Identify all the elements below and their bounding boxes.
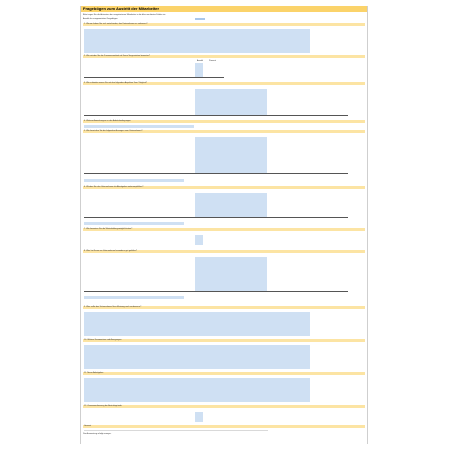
section-12-inputs[interactable] <box>195 412 203 422</box>
section-header-1: 1. Warum haben Sie sich entschieden, das Unternehmen zu verlassen? <box>83 23 365 26</box>
footer-note: Die Auswertung erfolgt anonym. <box>83 433 112 435</box>
summary-header: Gesamt <box>83 425 365 428</box>
answer-area-5[interactable] <box>84 179 184 182</box>
answer-area-11[interactable] <box>84 378 310 402</box>
count-label: Anzahl der ausgewerteten Fragebögen <box>83 18 118 20</box>
intro-text: Bitte tragen Sie die Antworten der ausgetretenen Mitarbeiter in die blau markierten Felder ein. <box>83 14 166 16</box>
answer-area-10[interactable] <box>84 345 310 369</box>
answer-area-1[interactable] <box>84 29 310 53</box>
section-header-6: 6. Würden Sie das Unternehmen als Arbeitgeber weiterempfehlen? <box>83 186 365 189</box>
table-header-percent: Prozent <box>209 60 216 62</box>
section-header-8: 8. Was hat Ihnen am Unternehmen besonders gut gefallen? <box>83 250 365 253</box>
answer-area-9[interactable] <box>84 312 310 336</box>
answer-area-4[interactable] <box>84 125 194 128</box>
section-header-9: 9. Was sollte das Unternehmen Ihrer Meinung nach verbessern? <box>83 306 365 309</box>
section-header-5: 5. Wie beurteilen Sie die folgenden Aussagen zum Unternehmen? <box>83 130 365 133</box>
summary-divider <box>84 430 268 431</box>
divider <box>84 115 348 116</box>
count-input[interactable] <box>195 18 205 20</box>
section-2-inputs[interactable] <box>195 63 203 77</box>
page-title: Fragebögen zum Austritt der Mitarbeiter <box>81 6 367 12</box>
section-header-4: 4. Weitere Anmerkungen zu den Arbeitsbedingungen <box>83 120 365 123</box>
section-header-2: 2. Wie würden Sie die Zusammenarbeit mit Ihrem Vorgesetzten bewerten? <box>83 55 365 58</box>
section-6-grid[interactable] <box>195 193 267 217</box>
divider <box>84 217 348 218</box>
section-7-inputs[interactable] <box>195 235 203 245</box>
worksheet <box>80 6 368 444</box>
answer-area-6[interactable] <box>84 222 184 225</box>
answer-area-8[interactable] <box>84 296 184 299</box>
table-header-count: Anzahl <box>197 60 204 62</box>
section-header-11: 11. Neuer Arbeitgeber <box>83 372 365 375</box>
section-header-3: 3. Wie zufrieden waren Sie mit den folgenden Aspekten Ihrer Tätigkeit? <box>83 82 365 85</box>
divider <box>84 173 348 174</box>
section-3-grid[interactable] <box>195 89 267 115</box>
section-8-grid[interactable] <box>195 257 267 291</box>
section-5-grid[interactable] <box>195 137 267 173</box>
section-header-7: 7. Wie bewerten Sie die Weiterbildungsmöglichkeiten? <box>83 228 365 231</box>
divider <box>84 291 348 292</box>
section-header-12: 12. Zusammenfassung der Austrittsgründe <box>83 405 365 408</box>
section-header-10: 10. Weitere Kommentare und Anregungen <box>83 339 365 342</box>
divider <box>84 77 224 78</box>
